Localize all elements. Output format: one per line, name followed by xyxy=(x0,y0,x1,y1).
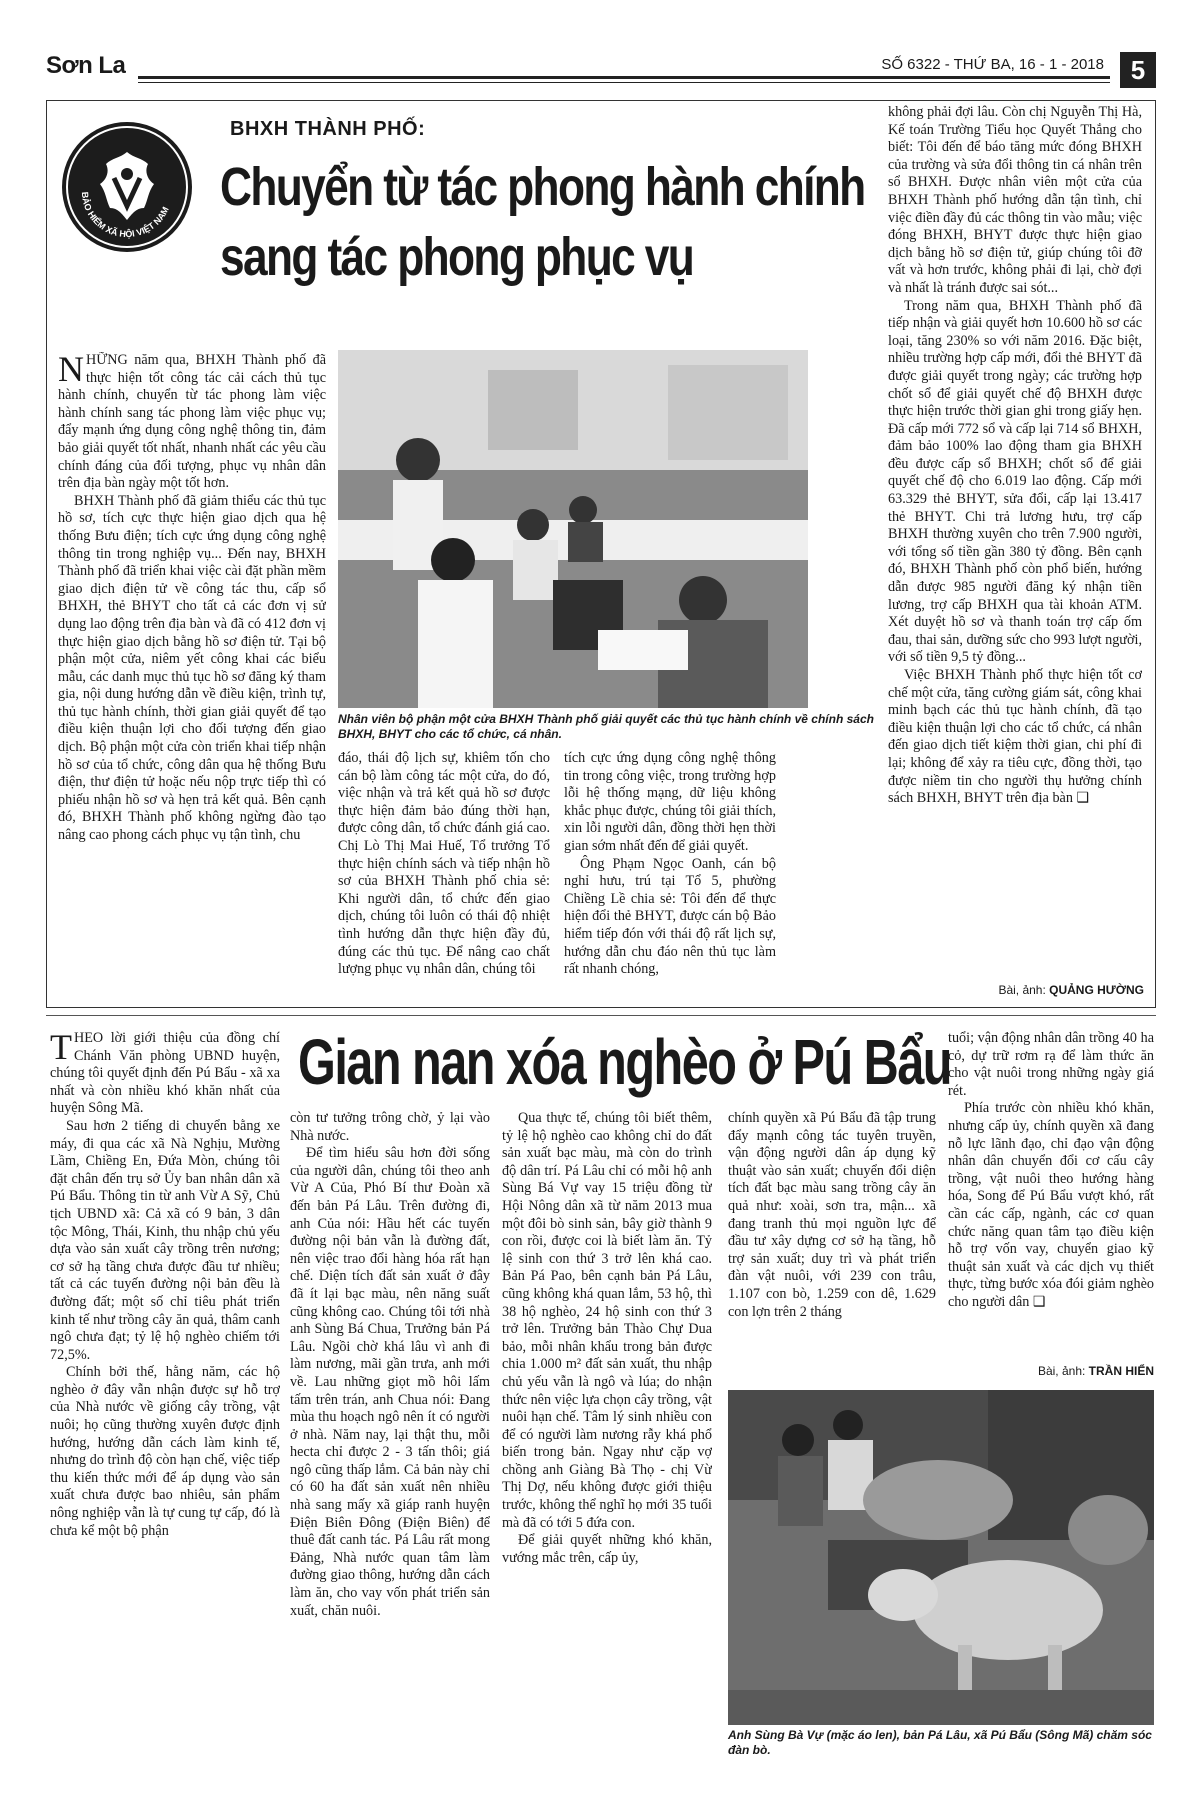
article-1-byline-author: QUẢNG HƯỜNG xyxy=(1049,983,1144,997)
article-2-dropcap: T xyxy=(50,1030,72,1067)
article-1-photo xyxy=(338,350,808,708)
article-1-column-1 xyxy=(58,352,326,1002)
article-1-col4-p3: Việc BHXH Thành phố thực hiện tốt cơ chế một cửa, tăng cường giám sát, công khai minh bạch các thủ tục hành chính, đã tạo điều kiện thuận lợi cho các tổ chức, cá nhân đến giao dịch tiết kiệm thời gian, chi phí đi lại; không để xảy ra tiêu cực, đồng thời, tạo được niềm tin cho người thụ hưởng chính sách BHXH, BHYT trên địa bàn ❑ xyxy=(888,667,1142,807)
article-separator xyxy=(46,1015,1156,1016)
article-1-col1-p2: BHXH Thành phố đã giảm thiểu các thủ tục hồ sơ, tích cực thực hiện giao dịch qua hệ thống Bưu điện; tích cực ứng dụng công nghệ thông tin trong nghiệp vụ... Đến nay, BHXH Thành phố đã triển khai việc cài đặt phần mềm giao dịch điện tử về công tác thu, cấp sổ BHXH, thẻ BHYT cho tất cả các đơn vị sử dụng lao động trên địa bàn và đã có 412 đơn vị thực hiện giao dịch bằng hồ sơ điện tử. Tại bộ phận một cửa, niêm yết công khai các biểu mẫu, các danh mục thủ tục hồ sơ đăng ký tham gia, nội dung hướng dẫn về điều kiện, trình tự, thủ tục hành chính, thời gian giải quyết để tạo điều kiện thuận lợi cho đối tượng đến giao dịch. Bộ phận một cửa còn triển khai tiếp nhận hồ sơ của tổ chức, công dân qua hệ thống Bưu điện, thư điện tử hoặc nếu nộp trực tiếp thì có phiếu nhận hồ sơ và hẹn trả kết quả. Bên cạnh đó, BHXH Thành phố không ngừng đào tạo nâng cao phong cách phục vụ tận tình, chu xyxy=(58,492,326,844)
article-2-col3-p2: Để giải quyết những khó khăn, vướng mắc trên, cấp ủy, xyxy=(502,1532,712,1566)
article-2-photo xyxy=(728,1390,1154,1725)
article-1-column-3 xyxy=(564,750,776,1002)
article-1-byline xyxy=(888,983,1144,997)
article-2-col5-p2: Phía trước còn nhiều khó khăn, nhưng cấp ủy, chính quyền xã đang nỗ lực lãnh đạo, chỉ đạo vận động nhân dân chuyển đổi cơ cấu cây trồng, vật nuôi theo hướng hàng hóa, Song để Pú Bẩu vượt khó, rất cần các cấp, ngành, các cơ quan chức năng quan tâm tạo điều kiện hỗ trợ vốn vay, chuyển giao kỹ thuật sản xuất và các dịch vụ thiết thực, từng bước xóa đói giảm nghèo cho người dân ❑ xyxy=(948,1100,1154,1310)
article-2-col4-p1: chính quyền xã Pú Bẩu đã tập trung đẩy mạnh công tác tuyên truyền, vận động người dân áp dụng kỹ thuật vào sản xuất; chuyển đổi diện tích đất bạc màu sang trồng cây ăn quả như: xoài, sơn tra, mận... xã đang tranh thủ mọi nguồn lực để đầu tư xây dựng cơ sở hạ tầng, hỗ trợ sản xuất; duy trì và phát triển đàn vật nuôi, với 239 con trâu, 1.107 con bò, 1.259 con dê, 1.629 con lợn trên 2 tháng xyxy=(728,1110,936,1320)
section-name: Sơn La xyxy=(46,52,126,79)
article-2-column-1 xyxy=(50,1030,280,1790)
header-rule-thin xyxy=(138,82,1110,83)
article-2-col1-p3: Chính bởi thế, hằng năm, các hộ nghèo ở đây vẫn nhận được sự hỗ trợ của Nhà nước về giống cây trồng, vật nuôi; họ cũng thường xuyên được định hướng, hướng dẫn cách làm kinh tế, nhưng do trình độ còn hạn chế, việc tiếp thu kiến thức mới để áp dụng vào sản xuất chưa được bao nhiêu, sản phẩm nông nghiệp vẫn là tự cung tự cấp, đó là chưa kể một bộ phận xyxy=(50,1364,280,1539)
article-1-title-line-1: Chuyển từ tác phong hành chính xyxy=(220,157,865,217)
article-1-col3-p2: Ông Phạm Ngọc Oanh, cán bộ nghỉ hưu, trú tại Tổ 5, phường Chiềng Lề chia sẻ: Tôi đến để thực hiện đổi thẻ BHYT, được cán bộ Bảo hiểm tiếp đón với thái độ rất lịch sự, hướng dẫn chu đáo nên thủ tục làm rất nhanh chóng, xyxy=(564,855,776,978)
article-2-caption: Anh Sùng Bà Vự (mặc áo len), bản Pá Lâu, xã Pú Bẩu (Sông Mã) chăm sóc đàn bò. xyxy=(728,1728,1152,1757)
article-2-col1-p1: HEO lời giới thiệu của đồng chí Chánh Văn phòng UBND huyện, chúng tôi quyết định đến Pú Bẩu - xã xa nhất và còn nhiều khó khăn nhất của huyện Sông Mã. xyxy=(50,1030,280,1117)
article-2-byline-prefix: Bài, ảnh: xyxy=(1037,1364,1089,1378)
article-2-col3-p1: Qua thực tế, chúng tôi biết thêm, tỷ lệ hộ nghèo cao không chỉ do đất sản xuất bạc màu, mà còn do trình độ dân trí. Pá Lâu chỉ có mỗi hộ anh Sùng Bá Vự vay 15 triệu đồng từ Hội Nông dân xã từ năm 2013 mua một đôi bò sinh sản, bây giờ thành 9 con rồi, được coi là biết làm ăn. Tỷ lệ sinh con thứ 3 trở lên khá cao. Bản Pá Pao, bên cạnh bản Pá Lâu, cũng không khá quan lắm, 53 hộ, thì 38 hộ nghèo, 24 hộ sinh con thứ 3 trở lên. Trưởng bản Thào Chự Dua bảo, mỗi nhân khẩu trong bản được chia 1.000 m² đất sản xuất, thu nhập chủ yếu vẫn là ngô và lúa; do nhận thức nên việc lựa chọn cây trồng, vật nuôi hạn chế. Tâm lý sinh nhiều con để có người làm nương rẫy khá phổ biến trong bản. Ngay như cặp vợ chồng anh Giàng Bà Thọ - chị Vừ Thị Dợ, nếu không được giới thiệu trước, không thể nghĩ họ mới 35 tuổi mà đã có tới 5 đứa con. xyxy=(502,1110,712,1531)
page-number: 5 xyxy=(1120,52,1156,88)
article-1-col4-p2: Trong năm qua, BHXH Thành phố đã tiếp nhận và giải quyết hơn 10.600 hồ sơ các loại, tăng 230% so với năm 2016. Đặc biệt, nhiều trường hợp cấp mới, đổi thẻ BHYT đã được giải quyết trong ngày; các trường hợp chốt sổ để giải quyết chế độ BHXH được thực hiện trước thời gian ghi trong giấy hẹn. Đã cấp mới 772 sổ và cấp lại 714 sổ BHXH, đảm bảo 100% lao động tham gia BHXH đều được cấp sổ BHXH; chốt sổ để giải quyết chế độ cho 6.019 lao động. Cấp mới 63.329 thẻ BHYT, sửa đổi, cấp lại 13.417 thẻ BHYT. Chi trả lương hưu, trợ cấp BHXH thường xuyên cho trên 7.900 người, với tổng số tiền gần 380 tỷ đồng. Bên cạnh đó, BHXH Thành phố còn phổ biến, hướng dẫn được 985 người đăng ký nhận tiền lương, trợ cấp BHXH qua tài khoản ATM. Xét duyệt hồ sơ và thanh toán trợ cấp ốm đau, thai sản, dưỡng sức cho 993 lượt người, với số tiền 9,5 tỷ đồng... xyxy=(888,297,1142,666)
article-2-col5-p1: tuổi; vận động nhân dân trồng 40 ha cỏ, dự trữ rơm rạ để làm thức ăn cho vật nuôi trong những ngày giá rét. xyxy=(948,1030,1154,1099)
article-1-col1-p1: HỮNG năm qua, BHXH Thành phố đã thực hiện tốt công tác cải cách thủ tục hành chính, chuyển từ tác phong làm việc hành chính sang tác phong làm việc phục vụ; đẩy mạnh ứng dụng công nghệ thông tin, đảm bảo giải quyết tốt nhất, nhanh nhất các yêu cầu chính đáng của đối tượng, phục vụ nhân dân trên địa bàn ngày một tốt hơn. xyxy=(58,352,326,492)
article-2-column-5 xyxy=(948,1030,1154,1360)
article-1-title xyxy=(220,152,865,292)
article-2-byline-author: TRẦN HIỂN xyxy=(1088,1364,1154,1378)
article-2-column-3 xyxy=(502,1110,712,1790)
issue-info: SỐ 6322 - THỨ BA, 16 - 1 - 2018 xyxy=(873,56,1104,73)
article-2-column-4 xyxy=(728,1110,936,1360)
article-1-byline-prefix: Bài, ảnh: xyxy=(998,983,1050,997)
bhxh-logo xyxy=(62,122,192,252)
article-2-byline xyxy=(948,1364,1154,1378)
article-2-col1-p2: Sau hơn 2 tiếng di chuyển bằng xe máy, đi qua các xã Nà Nghịu, Mường Lầm, Chiềng En, Đứa Mòn, chúng tôi đặt chân đến trụ sở Ủy ban nhân dân xã Pú Bẩu. Thông tin từ anh Vừ A Sỹ, Chủ tịch UBND xã: Cả xã có 9 bản, 3 dân tộc Mông, Thái, Kinh, thu nhập chủ yếu dựa vào sản xuất cây trồng trên nương; cơ sở hạ tầng chưa được đầu tư nhiều; tất cả các tuyến đường nội bản đều là đường đất; một số chỉ tiêu phát triển kinh tế như trồng cây ăn quả, thâm canh ngô chưa đạt; tỷ lệ hộ nghèo chiếm tới 72,5%. xyxy=(50,1117,280,1363)
article-1-column-2 xyxy=(338,750,550,1002)
page-header xyxy=(46,52,1156,88)
article-1-col2-p1: đáo, thái độ lịch sự, khiêm tốn cho cán bộ làm công tác một cửa, do đó, việc nhận và trả kết quả hồ sơ được thực hiện đảm bảo đúng thời hạn, được công dân, tổ chức đánh giá cao. Chị Lò Thị Mai Huế, Tổ trưởng Tổ thực hiện chính sách và tiếp nhận hồ sơ của BHXH Thành phố chia sẻ: Khi người dân, tổ chức đến giao dịch, chúng tôi luôn có thái độ nhiệt tình hướng dẫn thực hiện đầy đủ, đúng các thủ tục. Để nâng cao chất lượng phục vụ nhân dân, chúng tôi xyxy=(338,750,550,978)
article-1-title-line-2: sang tác phong phục vụ xyxy=(220,227,694,287)
article-1-kicker: BHXH THÀNH PHỐ: xyxy=(230,118,426,140)
header-rule xyxy=(138,76,1110,79)
article-2-title: Gian nan xóa nghèo ở Pú Bẩu xyxy=(298,1026,951,1098)
article-2-col2-p2: Để tìm hiểu sâu hơn đời sống của người dân, chúng tôi theo anh Vừ A Của, Phó Bí thư Đoàn xã đến bản Pá Lâu. Trên đường đi, anh Của nói: Hầu hết các tuyến đường nội bản vẫn là đường đất, nên việc trao đổi hàng hóa rất hạn chế. Diện tích đất sản xuất ở đây đã ít lại bạc màu, nên năng suất cũng không cao. Chúng tôi tới nhà anh Sùng Bá Chua, Trưởng bản Pá Lâu. Ngồi chờ khá lâu vì anh đi làm nương, mãi gần trưa, anh mới về. Lau những giọt mồ hôi lấm tấm trên trán, anh Chua nói: Đang mùa thu hoạch ngô nên ít có người ở nhà. Năm nay, lại thật thu, mỗi hecta chỉ được 2 - 3 tấn thôi; giá ngô cũng thấp lắm. Cả bản này chỉ có 60 ha đất sản xuất nên nhiều nhà sang mấy xã giáp ranh huyện Điện Biên Đông (Điện Biên) để thuê đất canh tác. Pá Lâu rất mong Đảng, Nhà nước quan tâm làm đường giao thông, hướng dẫn cách làm ăn, cho vay vốn phát triển sản xuất, chăn nuôi. xyxy=(290,1145,490,1619)
logo-text: BẢO HIỂM XÃ HỘI VIỆT NAM xyxy=(79,191,171,240)
article-2-column-2 xyxy=(290,1110,490,1790)
article-1-col3-p1: tích cực ứng dụng công nghệ thông tin trong công việc, trong trường hợp lỗi hệ thống mạng, dữ liệu không khắc phục được, chúng tôi giải thích, xin lỗi người dân, đồng thời hẹn thời gian sớm nhất đến để giải quyết. xyxy=(564,750,776,854)
article-1-dropcap: N xyxy=(58,352,84,389)
article-1-column-4 xyxy=(888,104,1142,982)
article-1-col4-p1: không phải đợi lâu. Còn chị Nguyễn Thị Hà, Kế toán Trường Tiểu học Quyết Thắng cho biết: Tôi đến để báo tăng mức đóng BHXH của trường và sửa đổi thông tin cá nhân trên sổ BHXH. Được nhân viên một cửa của BHXH Thành phố hướng dẫn tận tình, chỉ việc điền đầy đủ các thông tin vào mẫu; việc đóng BHXH, BHYT được thực hiện giao dịch bằng hồ sơ điện tử, giúp chúng tôi đỡ vất và hơn trước, không phải đi lại, chờ đợi và nhất là tránh được sai sót... xyxy=(888,104,1142,296)
article-2-col2-p1: còn tư tưởng trông chờ, ỷ lại vào Nhà nước. xyxy=(290,1110,490,1144)
article-1-caption: Nhân viên bộ phận một cửa BHXH Thành phố giải quyết các thủ tục hành chính về chính sách BHXH, BHYT cho các tổ chức, cá nhân. xyxy=(338,712,874,741)
